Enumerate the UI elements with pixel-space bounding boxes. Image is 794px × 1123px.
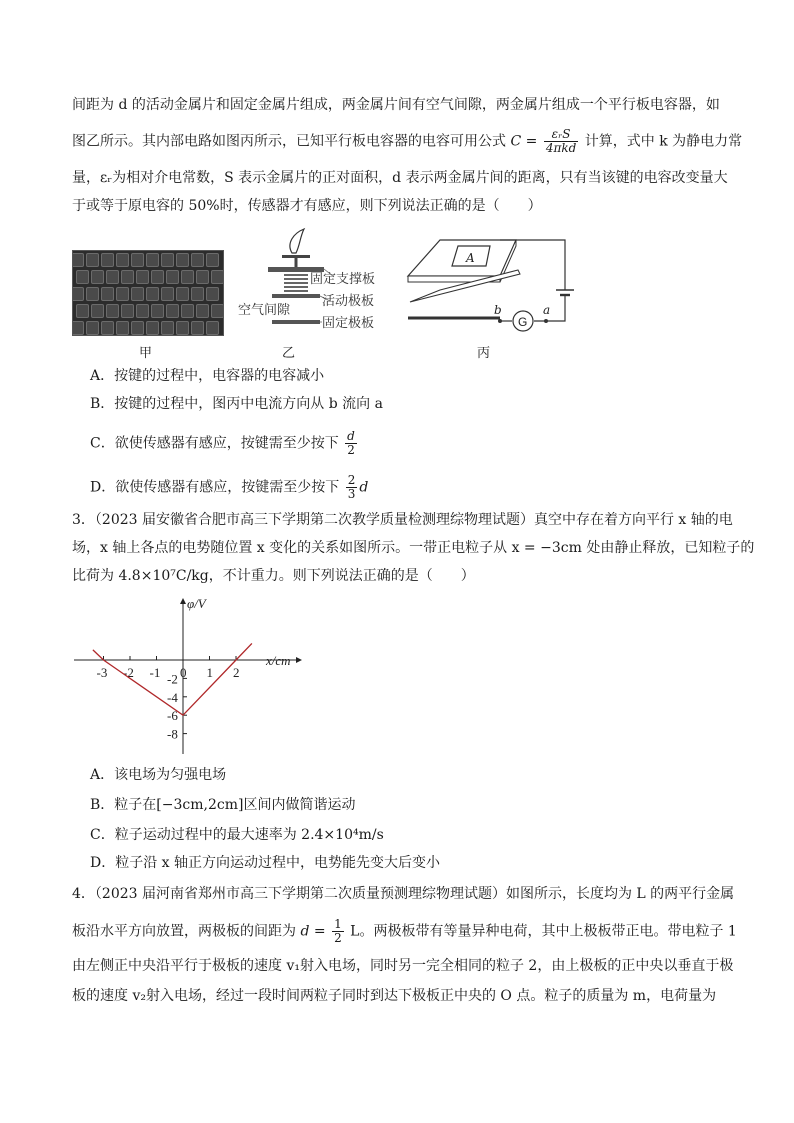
- x-tick-label: -2: [123, 665, 134, 680]
- frac-tail: d: [359, 479, 369, 496]
- x-tick-label: -3: [96, 665, 108, 680]
- keyboard-key: [146, 287, 159, 301]
- q3-option-d: D．粒子沿 x 轴正方向运动过程中，电势能先变大后变小: [90, 855, 441, 871]
- y-tick-label: -8: [167, 726, 178, 742]
- intro-line-4: 于或等于原电容的 50%时，传感器才有感应，则下列说法正确的是（ ）: [72, 198, 542, 214]
- fixed-plate: [272, 320, 320, 324]
- keyboard-key: [72, 321, 84, 335]
- keyboard-key: [86, 253, 99, 267]
- caption-jia: 甲: [139, 346, 153, 361]
- keyboard-key: [76, 304, 89, 318]
- keyboard-key: [211, 304, 224, 318]
- y-tick-label: -6: [167, 708, 178, 724]
- q3-line-2: 场，x 轴上各点的电势随位置 x 变化的关系如图所示。一带正电粒子从 x = −3cm 处由静止释放，已知粒子的: [72, 540, 755, 556]
- spring-icon: [284, 275, 308, 291]
- q4-line-1: 4．（2023 届河南省郑州市高三下学期第二次质量预测理综物理试题）如图所示，长度均为 L 的两平行金属: [72, 886, 735, 902]
- intro-line-2a: 图乙所示。其内部电路如图丙所示，已知平行板电容器的电容可用公式: [72, 133, 506, 150]
- q3-line-3: 比荷为 4.8×10⁷C/kg，不计重力。则下列说法正确的是（ ）: [72, 568, 475, 584]
- keyboard-key: [136, 304, 149, 318]
- intro-line-2b: 计算，式中 k 为静电力常: [584, 133, 743, 150]
- label-G: G: [518, 315, 528, 329]
- finger-icon: [290, 229, 304, 253]
- label-b: b: [494, 303, 502, 317]
- keyboard-key: [86, 287, 99, 301]
- keyboard-key: [206, 321, 219, 335]
- keyboard-key: [116, 253, 129, 267]
- q4-d-lhs: d =: [300, 923, 326, 940]
- frac-numerator: 2: [347, 473, 356, 487]
- keyboard-key: [101, 253, 114, 267]
- y-axis-arrow: [180, 598, 186, 604]
- keyboard-key: [91, 270, 104, 284]
- potential-chart: [70, 590, 310, 760]
- q4-line-2b: L。两极板带有等量异种电荷，其中上极板带正电。带电粒子 1: [350, 923, 737, 940]
- keyboard-key: [106, 270, 119, 284]
- keyboard-photo: [72, 250, 224, 336]
- keyboard-key: [196, 270, 209, 284]
- keyboard-key: [176, 321, 189, 335]
- q2-option-b: B．按键的过程中，图丙中电流方向从 b 流向 a: [90, 396, 383, 412]
- intro-line-3: 量，εᵣ为相对介电常数，S 表示金属片的正对面积，d 表示两金属片间的距离，只有当该键的电容改变量大: [72, 170, 728, 186]
- keyboard-key: [76, 270, 89, 284]
- formula-denominator: 4πkd: [545, 141, 577, 155]
- label-fixed-plate: 固定极板: [322, 315, 375, 330]
- label-moving-plate: 活动极板: [322, 293, 375, 308]
- q4-line-2: [72, 918, 737, 945]
- keyboard-key: [151, 304, 164, 318]
- keyboard-key: [146, 321, 159, 335]
- keyboard-key: [166, 304, 179, 318]
- intro-line-2: [72, 128, 742, 155]
- intro-line-1: 间距为 d 的活动金属片和固定金属片组成，两金属片间有空气间隙，两金属片组成一个平行板电容器，如: [72, 97, 720, 113]
- q4-line-4: 板的速度 v₂射入电场，经过一段时间两粒子同时到达下极板正中央的 O 点。粒子的质量为 m，电荷量为: [72, 988, 717, 1004]
- key-cap: [282, 255, 310, 258]
- keyboard-key: [191, 253, 204, 267]
- x-axis-label: x/cm: [266, 653, 291, 668]
- keyboard-key: [151, 270, 164, 284]
- q3-option-a: A．该电场为匀强电场: [90, 767, 227, 783]
- key-structure-diagram: [230, 225, 400, 335]
- keyboard-key: [206, 287, 219, 301]
- keyboard-key: [161, 287, 174, 301]
- keyboard-key: [206, 253, 219, 267]
- keyboard-key: [101, 287, 114, 301]
- keyboard-key: [72, 287, 84, 301]
- q3-option-c: C．粒子运动过程中的最大速率为 2.4×10⁴m/s: [90, 827, 384, 843]
- q4-line-2a: 板沿水平方向放置，两极板的间距为: [72, 923, 296, 940]
- q2-option-d-text: D．欲使传感器有感应，按键需至少按下: [90, 479, 340, 496]
- keyboard-key: [86, 321, 99, 335]
- circuit-diagram: [400, 230, 580, 340]
- y-tick-label: -2: [167, 671, 178, 687]
- keyboard-key: [121, 304, 134, 318]
- keyboard-key: [166, 270, 179, 284]
- keyboard-key: [161, 253, 174, 267]
- keyboard-key: [181, 270, 194, 284]
- keyboard-key: [121, 270, 134, 284]
- capacitance-formula-fraction: [544, 128, 578, 155]
- keyboard-key: [176, 253, 189, 267]
- keyboard-key: [176, 287, 189, 301]
- keyboard-key: [161, 321, 174, 335]
- keyboard-key: [191, 321, 204, 335]
- q2-option-c-text: C．欲使传感器有感应，按键需至少按下: [90, 435, 339, 452]
- formula-numerator: εᵣS: [544, 128, 578, 142]
- keyboard-key: [131, 253, 144, 267]
- caption-yi: 乙: [282, 346, 296, 361]
- frac-denominator: 2: [347, 443, 355, 457]
- x-tick-label: 2: [233, 665, 240, 680]
- capacitance-formula-lhs: C =: [510, 133, 538, 150]
- q3-option-b: B．粒子在[−3cm,2cm]区间内做简谐运动: [90, 797, 356, 813]
- keyboard-key: [211, 270, 224, 284]
- frac-numerator: 1: [334, 917, 342, 931]
- x-axis-arrow: [296, 657, 302, 663]
- label-fixed-support: 固定支撑板: [310, 271, 376, 286]
- q4-fraction: [332, 918, 344, 945]
- keyboard-key: [136, 270, 149, 284]
- q2-option-d: [90, 474, 368, 501]
- caption-bing: 丙: [477, 346, 491, 361]
- keyboard-key: [131, 321, 144, 335]
- q3-line-1: 3．（2023 届安徽省合肥市高三下学期第二次教学质量检测理综物理试题）真空中存在着方向平行 x 轴的电: [72, 512, 733, 528]
- keyboard-key: [181, 304, 194, 318]
- x-tick-label: -1: [149, 665, 161, 680]
- keyboard-key: [116, 321, 129, 335]
- keyboard-key: [106, 304, 119, 318]
- keyboard-key: [116, 287, 129, 301]
- q2-option-a: A．按键的过程中，电容器的电容减小: [90, 368, 325, 384]
- keyboard-key: [91, 304, 104, 318]
- q2-option-d-fraction: [346, 474, 358, 501]
- keyboard-key: [101, 321, 114, 335]
- frac-numerator: d: [347, 429, 355, 443]
- label-air-gap: 空气间隙: [238, 302, 291, 317]
- y-tick-label: -4: [167, 689, 178, 705]
- frac-denominator: 2: [334, 931, 342, 945]
- moving-plate: [272, 294, 320, 298]
- q2-option-c: [90, 430, 359, 457]
- label-A: A: [466, 251, 475, 265]
- y-axis-label: φ/V: [187, 596, 206, 611]
- x-tick-label: 1: [206, 665, 213, 680]
- frac-denominator: 3: [347, 487, 356, 501]
- keyboard-key: [131, 287, 144, 301]
- label-a: a: [543, 303, 551, 317]
- q4-line-3: 由左侧正中央沿平行于极板的速度 v₁射入电场，同时另一完全相同的粒子 2，由上极板的正中央以垂直于极: [72, 958, 734, 974]
- keyboard-key: [146, 253, 159, 267]
- q2-option-c-fraction: [345, 430, 357, 457]
- keyboard-key: [196, 304, 209, 318]
- keyboard-key: [191, 287, 204, 301]
- keyboard-key: [72, 253, 84, 267]
- x-tick-label: 0: [180, 665, 187, 680]
